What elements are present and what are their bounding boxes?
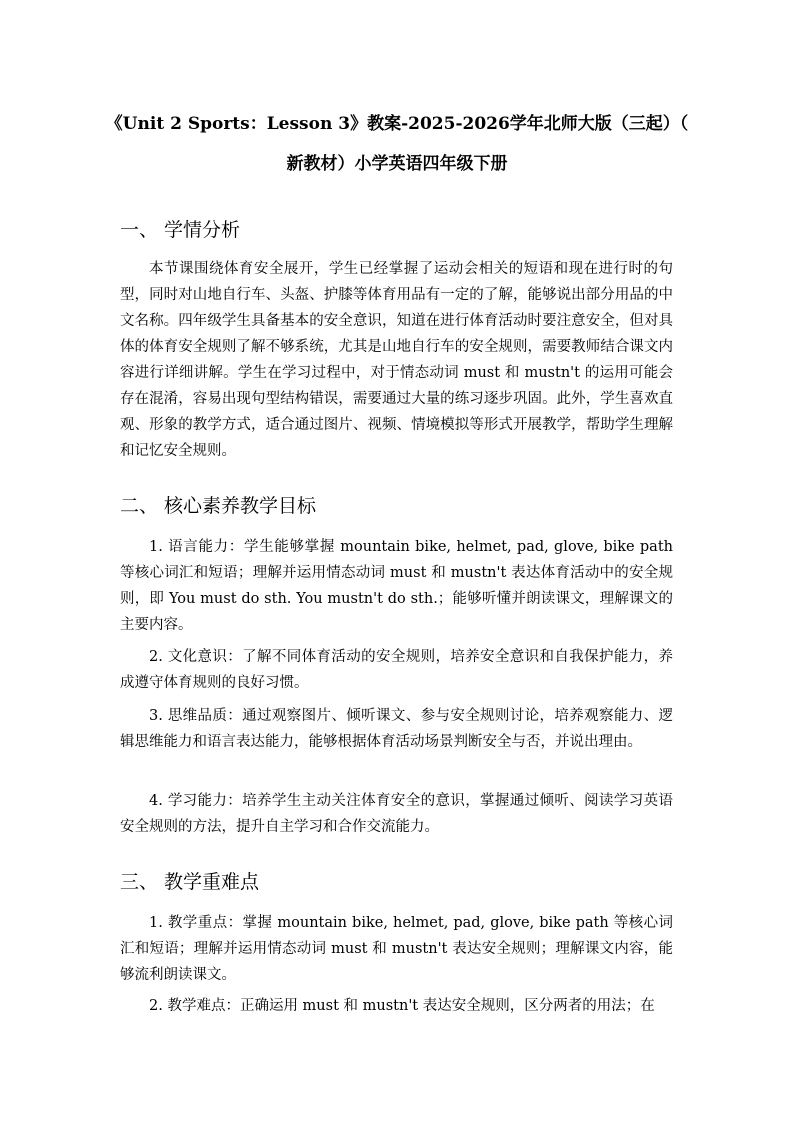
objective-paragraph: 1. 语言能力：学生能够掌握 mountain bike, helmet, pad, glove, bike path 等核心词汇和短语；理解并运用情态动词 must 和 mustn't 表达体育活动中的安全规则，即 You must do sth. You mustn't do sth.；能够听懂并朗读课文，理解课文的主要内容。 (120, 539, 673, 633)
objective-paragraph: 2. 文化意识：了解不同体育活动的安全规则，培养安全意识和自我保护能力，养成遵守体育规则的良好习惯。 (120, 649, 673, 691)
section-paragraph: 本节课围绕体育安全展开，学生已经掌握了运动会相关的短语和现在进行时的句型，同时对山地自行车、头盔、护膝等体育用品有一定的了解，能够说出部分用品的中文名称。四年级学生具备基本的安全意识，知道在进行体育活动时要注意安全，但对具体的体育安全规则了解不够系统，尤其是山地自行车的安全规则，需要教师结合课文内容进行详细讲解。学生在学习过程中，对于情态动词 must 和 mustn't 的运用可能会存在混淆，容易出现句型结构错误，需要通过大量的练习逐步巩固。此外，学生喜欢直观、形象的教学方式，适合通过图片、视频、情境模拟等形式开展教学，帮助学生理解和记忆安全规则。 (120, 261, 673, 459)
key-point-paragraph: 2. 教学难点：正确运用 must 和 mustn't 表达安全规则，区分两者的用法；在 (149, 998, 655, 1014)
document-title-line-1: 《Unit 2 Sports：Lesson 3》教案-2025-2026学年北师大版（三起）（ (105, 114, 689, 134)
objective-paragraph: 4. 学习能力：培养学生主动关注体育安全的意识，掌握通过倾听、阅读学习英语安全规则的方法，提升自主学习和合作交流能力。 (120, 793, 673, 835)
key-point-paragraph: 1. 教学重点：掌握 mountain bike, helmet, pad, glove, bike path 等核心词汇和短语；理解并运用情态动词 must 和 mustn't 表达安全规则；理解课文内容，能够流利朗读课文。 (120, 915, 673, 983)
section-heading-key-difficulties: 三、 教学重难点 (120, 871, 260, 893)
section-heading-core-objectives: 二、 核心素养教学目标 (120, 495, 317, 517)
section-heading-learner-analysis: 一、 学情分析 (120, 219, 241, 241)
objective-paragraph: 3. 思维品质：通过观察图片、倾听课文、参与安全规则讨论，培养观察能力、逻辑思维能力和语言表达能力，能够根据体育活动场景判断安全与否，并说出理由。 (120, 708, 673, 750)
document-title-line-2: 新教材）小学英语四年级下册 (286, 154, 508, 174)
